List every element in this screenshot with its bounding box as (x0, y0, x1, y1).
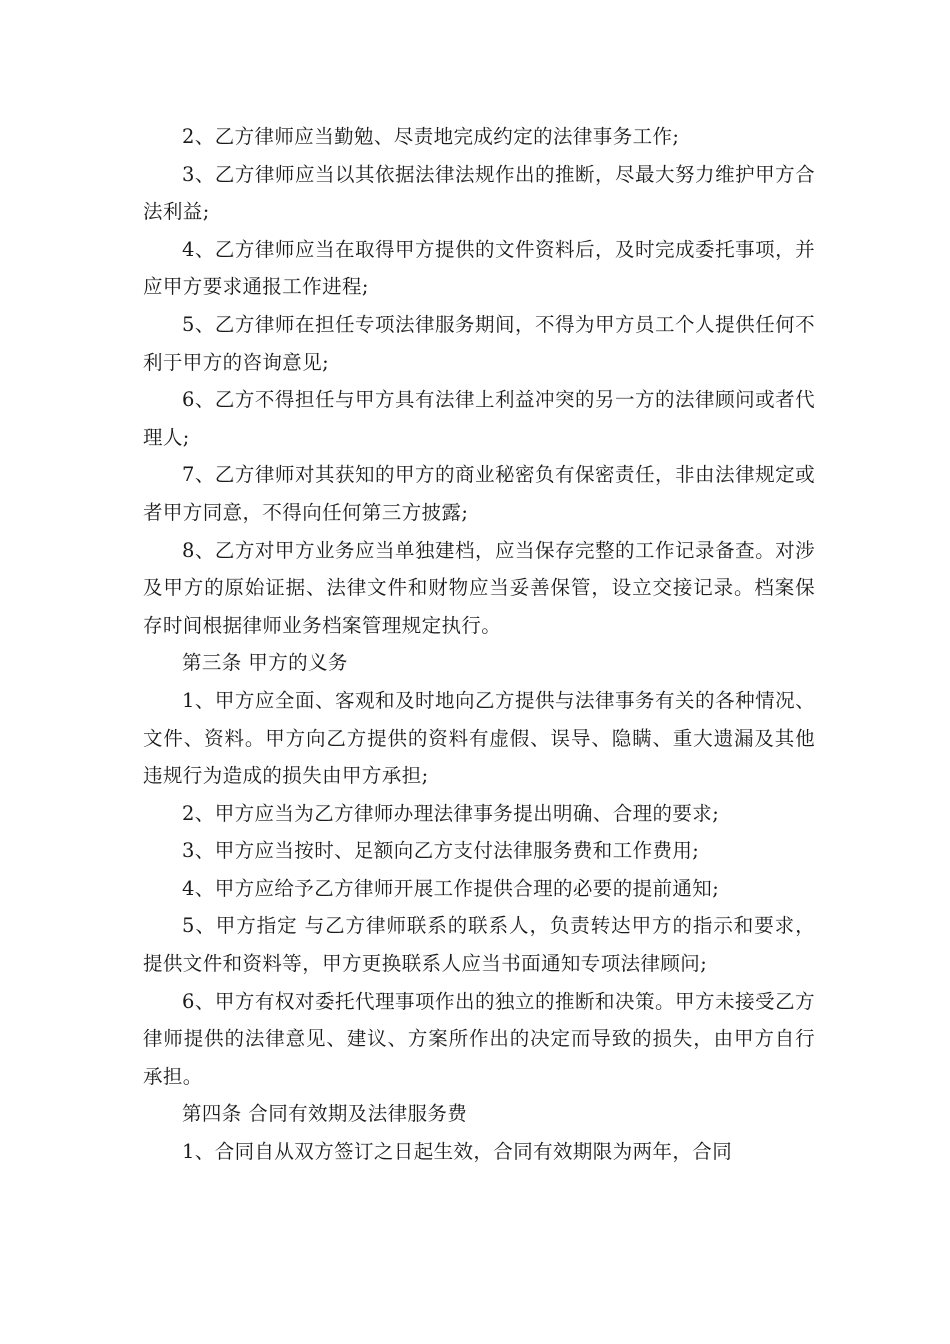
article-3-clause-4: 4、甲方应给予乙方律师开展工作提供合理的必要的提前通知; (182, 876, 720, 900)
article-3-clause-5: 5、甲方指定 与乙方律师联系的联系人，负责转达甲方的指示和要求，提供文件和资料等，甲方更换联系人应当书面通知专项法律顾问; (143, 914, 815, 976)
clause-6-no-conflict-of-interest: 6、乙方不得担任与甲方具有法律上利益冲突的另一方的法律顾问或者代理人; (143, 388, 815, 449)
article-3-clause-2: 2、甲方应当为乙方律师办理法律事务提出明确、合理的要求; (182, 801, 720, 825)
article-4-heading: 第四条 合同有效期及法律服务费 (182, 1102, 468, 1126)
article-3-heading: 第三条 甲方的义务 (182, 651, 348, 675)
clause-2-diligence: 2、乙方律师应当勤勉、尽责地完成约定的法律事务工作; (182, 125, 680, 148)
article-4-clause-1: 1、合同自从双方签订之日起生效，合同有效期限为两年，合同 (182, 1140, 733, 1164)
clause-7-confidentiality: 7、乙方律师对其获知的甲方的商业秘密负有保密责任，非由法律规定或者甲方同意，不得向任何第三方披露; (143, 463, 815, 524)
article-3-clause-6: 6、甲方有权对委托代理事项作出的独立的推断和决策。甲方未接受乙方律师提供的法律意见、建议、方案所作出的决定而导致的损失，由甲方自行承担。 (143, 989, 815, 1088)
clause-8-record-keeping: 8、乙方对甲方业务应当单独建档，应当保存完整的工作记录备查。对涉及甲方的原始证据、法律文件和财物应当妥善保管，设立交接记录。档案保存时间根据律师业务档案管理规定执行。 (143, 538, 815, 637)
clause-3-protect-interests: 3、乙方律师应当以其依据法律法规作出的推断，尽最大努力维护甲方合法利益; (143, 162, 815, 224)
article-3-clause-3: 3、甲方应当按时、足额向乙方支付法律服务费和工作费用; (182, 839, 700, 863)
clause-5-no-conflicting-advice: 5、乙方律师在担任专项法律服务期间，不得为甲方员工个人提供任何不利于甲方的咨询意见; (143, 312, 815, 374)
document-body (143, 118, 815, 1171)
clause-4-complete-matters: 4、乙方律师应当在取得甲方提供的文件资料后，及时完成委托事项，并应甲方要求通报工作进程; (143, 237, 815, 299)
article-3-clause-1: 1、甲方应全面、客观和及时地向乙方提供与法律事务有关的各种情况、文件、资料。甲方向乙方提供的资料有虚假、误导、隐瞒、重大遗漏及其他违规行为造成的损失由甲方承担; (143, 688, 815, 788)
